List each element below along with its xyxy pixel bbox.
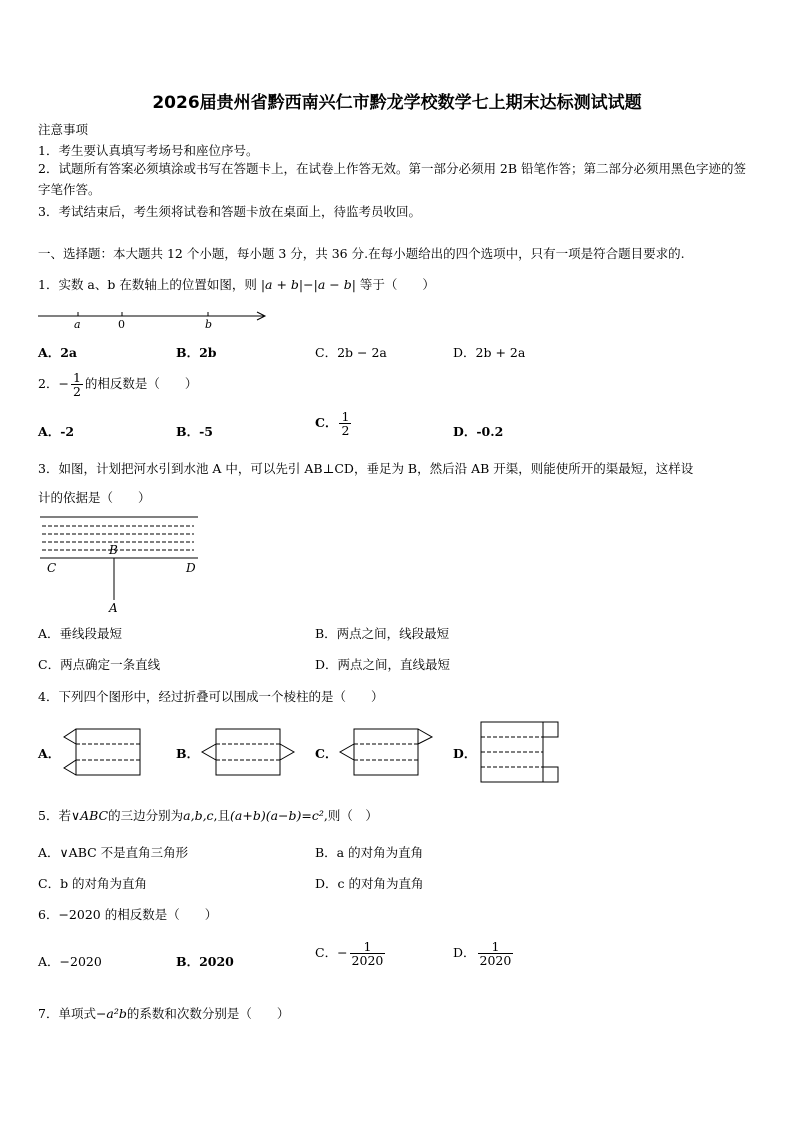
point-label-d: D: [186, 561, 196, 575]
q4-figure-a: [62, 727, 144, 779]
q5-option-d: D．c 的对角为直角: [315, 876, 424, 891]
axis-label-b: b: [205, 318, 213, 331]
axis-label-a: a: [74, 318, 81, 331]
point-label-b: B: [109, 543, 118, 557]
q2-option-b: B．-5: [176, 424, 213, 439]
q1-option-d: D．2b + 2a: [453, 345, 526, 360]
q6-option-d: D． $\frac{1}{2020}$: [453, 939, 512, 969]
q3-option-b: B．两点之间，线段最短: [315, 626, 450, 641]
q1-option-b: B．2b: [176, 345, 217, 360]
q3-option-a: A．垂线段最短: [38, 626, 123, 641]
q5-stem: 5．若∨ABC的三边分别为a,b,c,且(a+b)(a−b)=c²,则（ ）: [38, 808, 378, 823]
q1-number-line: [36, 306, 271, 332]
q5-equation: (a+b)(a−b)=c²: [230, 808, 324, 823]
q2-option-a: A．-2: [38, 424, 75, 439]
q7-expression: −a²b: [95, 1006, 127, 1021]
q3-river-figure: [38, 514, 202, 616]
q5-option-a: A．∨ABC 不是直角三角形: [38, 845, 189, 860]
q3-stem-line2: 计的依据是（ ）: [38, 490, 151, 505]
q5-option-c: C．b 的对角为直角: [38, 876, 148, 891]
axis-label-zero: 0: [118, 318, 125, 331]
q4-option-a-label: A．: [38, 746, 61, 761]
notice-item-2: 2．试题所有答案必须填涂或书写在答题卡上，在试卷上作答无效。第一部分必须用 2B 铅笔作答；第二部分必须用黑色字迹的签字笔作答。: [38, 161, 747, 197]
q2-option-d: D．-0.2: [453, 424, 504, 439]
q4-figure-c: [338, 727, 434, 779]
q3-option-d: D．两点之间，直线最短: [315, 657, 451, 672]
q6-option-a: A．−2020: [38, 954, 102, 969]
section-heading: 一、选择题：本大题共 12 个小题，每小题 3 分，共 36 分.在每小题给出的四个选项中，只有一项是符合题目要求的.: [38, 246, 685, 261]
q4-option-c-label: C．: [315, 746, 338, 761]
q5-option-b: B．a 的对角为直角: [315, 845, 424, 860]
q2-option-c: C． $\frac{1}{2}$: [315, 409, 350, 439]
q6-option-b: B．2020: [176, 954, 234, 969]
q1-expression: |a + b|−|a − b|: [260, 277, 356, 292]
q7-stem: 7．单项式−a²b的系数和次数分别是（ ）: [38, 1006, 290, 1021]
q6-option-c: C．− $\frac{1}{2020}$: [315, 939, 384, 969]
q3-stem-line1: 3．如图，计划把河水引到水池 A 中，可以先引 AB⊥CD，垂足为 B，然后沿 AB 开渠，则能使所开的渠最短，这样设: [38, 461, 694, 476]
notice-item-3: 3．考试结束后，考生须将试卷和答题卡放在桌面上，待监考员收回。: [38, 204, 421, 219]
q4-figure-b: [200, 727, 296, 779]
notice-heading: 注意事项: [38, 122, 89, 137]
q4-option-b-label: B．: [176, 746, 200, 761]
q2-stem: 2．− $\frac{1}{2}$ 的相反数是（ ）: [38, 370, 198, 400]
q4-stem: 4．下列四个图形中，经过折叠可以围成一个棱柱的是（ ）: [38, 689, 384, 704]
q1-stem: 1．实数 a、b 在数轴上的位置如图，则 |a + b|−|a − b| 等于（ ）: [38, 277, 435, 292]
q1-option-c: C．2b − 2a: [315, 345, 387, 360]
q6-stem: 6．−2020 的相反数是（ ）: [38, 907, 218, 922]
q1-option-a: A．2a: [38, 345, 77, 360]
point-label-c: C: [47, 561, 57, 575]
q4-figure-d: [478, 719, 562, 785]
page-title: 2026届贵州省黔西南兴仁市黔龙学校数学七上期末达标测试试题: [152, 93, 642, 113]
point-label-a: A: [109, 601, 118, 615]
q4-option-d-label: D．: [453, 746, 477, 761]
notice-item-1: 1．考生要认真填写考场号和座位序号。: [38, 143, 259, 158]
q3-option-c: C．两点确定一条直线: [38, 657, 161, 672]
q2-fraction: $\frac{1}{2}$: [72, 370, 81, 400]
